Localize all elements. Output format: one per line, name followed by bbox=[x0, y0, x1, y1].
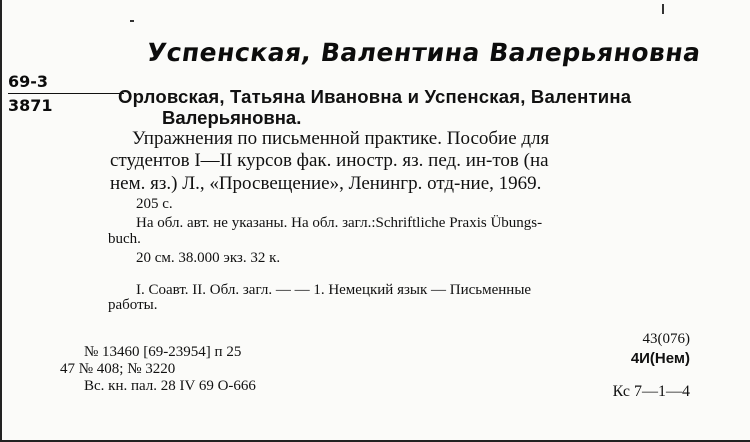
registration-line: Вс. кн. пал. 28 IV 69 О-666 bbox=[84, 378, 256, 394]
title-line: нем. яз.) Л., «Просвещение», Ленингр. отд-ние, 1969. bbox=[110, 173, 542, 194]
tracing-line: работы. bbox=[108, 297, 158, 313]
dash-mark bbox=[130, 20, 134, 22]
size-edition-price: 20 см. 38.000 экз. 32 к. bbox=[136, 250, 281, 266]
handwritten-author-name: Успенская, Валентина Валерьяновна bbox=[144, 38, 703, 67]
shelf-mark-top: 69-3 bbox=[8, 72, 49, 91]
title-line: Упражнения по письменной практике. Пособие для bbox=[132, 128, 550, 149]
classification-code: 4И(Нем) bbox=[630, 350, 690, 367]
order-number-line: 47 № 408; № 3220 bbox=[60, 361, 176, 377]
note-line: На обл. авт. не указаны. На обл. загл.:Schriftliche Praxis Übungs- bbox=[136, 215, 543, 231]
author-heading-line1: Орловская, Татьяна Ивановна и Успенская, Валентина bbox=[118, 86, 632, 107]
udc-code: 43(076) bbox=[642, 331, 690, 347]
corner-mark bbox=[662, 4, 664, 14]
shelf-mark-bottom: 3871 bbox=[8, 96, 53, 115]
author-heading-line2: Валерьяновна. bbox=[162, 107, 302, 128]
price-code: Кс 7—1—4 bbox=[612, 383, 690, 400]
title-line: студентов I—II курсов фак. иностр. яз. пед. ин-тов (на bbox=[110, 150, 549, 171]
page-count: 205 с. bbox=[136, 196, 173, 212]
tracing-line: I. Соавт. II. Обл. загл. — — 1. Немецкий язык — Письменные bbox=[136, 282, 532, 298]
shelf-mark-divider bbox=[8, 93, 124, 94]
note-line: buch. bbox=[108, 231, 141, 247]
order-number-line: № 13460 [69-23954] п 25 bbox=[84, 344, 242, 360]
